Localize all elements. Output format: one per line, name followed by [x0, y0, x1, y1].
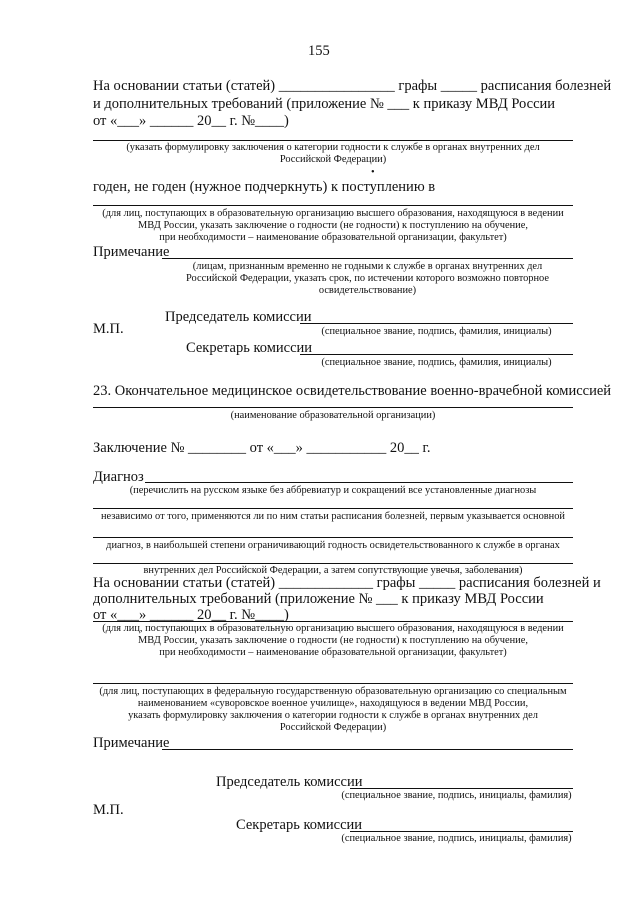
- field-caption: диагноз, в наибольшей степени ограничивающий годность освидетельствованного к службе в органах: [106, 540, 560, 551]
- basis-line-2: дополнительных требований (приложение № ___ к приказу МВД России: [93, 591, 544, 607]
- field-caption: (лицам, признанным временно не годными к службе в органах внутренних дел: [192, 261, 543, 272]
- field-caption: указать формулировку заключения о категории годности к службе в органах внутренних дел: [128, 710, 538, 721]
- secretary-label: Секретарь комиссии: [236, 817, 363, 833]
- chair-label: Председатель комиссии: [165, 309, 312, 325]
- chair-signature-line: [350, 788, 573, 789]
- field-caption: (специальное звание, подпись, инициалы, фамилия): [341, 790, 572, 801]
- stamp-place-label: М.П.: [93, 321, 124, 337]
- basis-field-line: [93, 621, 573, 622]
- fitness-field-line: [93, 205, 573, 206]
- field-caption: Российской Федерации, указать срок, по истечении которого возможно повторное: [186, 273, 549, 284]
- page-number: 155: [308, 43, 330, 59]
- secretary-label: Секретарь комиссии: [186, 340, 313, 356]
- org-field-line: [93, 407, 573, 408]
- field-caption: (наименование образовательной организации): [230, 410, 436, 421]
- basis-line-1: На основании статьи (статей) ________________ графы _____ расписания болезней: [93, 78, 612, 94]
- remark-label: Примечание: [93, 244, 170, 260]
- field-caption: (перечислить на русском языке без аббревиатур и сокращений все установленные диагнозы: [129, 485, 537, 496]
- conclusion-number-line: Заключение № ________ от «___» ___________ 20__ г.: [93, 440, 431, 456]
- diagnosis-label: Диагноз: [93, 469, 144, 485]
- remark-field-line: [162, 749, 573, 750]
- field-caption: при необходимости – наименование образовательной организации, факультет): [159, 232, 507, 243]
- field-caption: (для лиц, поступающих в образовательную организацию высшего образования, находящуюся в ведении: [102, 208, 564, 219]
- chair-label: Председатель комиссии: [216, 774, 363, 790]
- secretary-signature-line: [300, 354, 573, 355]
- stamp-place-label: М.П.: [93, 802, 124, 818]
- basis-line-3: от «___» ______ 20__ г. №____): [93, 607, 289, 623]
- field-caption: МВД России, указать заключение о годности (не годности) к поступлению на обучение,: [138, 220, 528, 231]
- remark-label: Примечание: [93, 735, 170, 751]
- diagnosis-field-line: [93, 537, 573, 538]
- diagnosis-field-line: [145, 482, 573, 483]
- dot-mark: •: [371, 167, 375, 178]
- category-field-line: [93, 683, 573, 684]
- field-caption: независимо от того, применяются ли по ним статьи расписания болезней, первым указывается основной: [101, 511, 565, 522]
- section-heading: 23. Окончательное медицинское освидетельствование военно-врачебной комиссией: [93, 383, 612, 399]
- remark-field-line: [162, 258, 573, 259]
- field-caption: при необходимости – наименование образовательной организации, факультет): [159, 647, 507, 658]
- field-caption: (специальное звание, подпись, инициалы, фамилия): [341, 833, 572, 844]
- field-caption: (для лиц, поступающих в образовательную организацию высшего образования, находящуюся в ведении: [102, 623, 564, 634]
- chair-signature-line: [300, 323, 573, 324]
- conclusion-field-line: [93, 140, 573, 141]
- field-caption: (специальное звание, подпись, фамилия, инициалы): [321, 357, 552, 368]
- basis-line-2: и дополнительных требований (приложение № ___ к приказу МВД России: [93, 96, 556, 112]
- field-caption: Российской Федерации): [279, 722, 387, 733]
- fitness-line: годен, не годен (нужное подчеркнуть) к поступлению в: [93, 179, 436, 195]
- basis-line-1: На основании статьи (статей) _____________ графы _____ расписания болезней и: [93, 575, 601, 591]
- diagnosis-field-line: [93, 508, 573, 509]
- basis-line-3: от «___» ______ 20__ г. №____): [93, 113, 289, 129]
- field-caption: Российской Федерации): [279, 154, 387, 165]
- field-caption: (специальное звание, подпись, фамилия, инициалы): [321, 326, 552, 337]
- diagnosis-field-line: [93, 563, 573, 564]
- field-caption: МВД России, указать заключение о годности (не годности) к поступлению на обучение,: [138, 635, 528, 646]
- field-caption: (указать формулировку заключения о категории годности к службе в органах внутренних дел: [126, 142, 540, 153]
- field-caption: наименованием «суворовское военное училище», находящуюся в ведении МВД России,: [137, 698, 529, 709]
- field-caption: освидетельствование): [318, 285, 417, 296]
- field-caption: (для лиц, поступающих в федеральную государственную образовательную организацию со специальным: [99, 686, 567, 697]
- field-caption: внутренних дел Российской Федерации, а затем сопутствующие увечья, заболевания): [143, 565, 523, 576]
- secretary-signature-line: [350, 831, 573, 832]
